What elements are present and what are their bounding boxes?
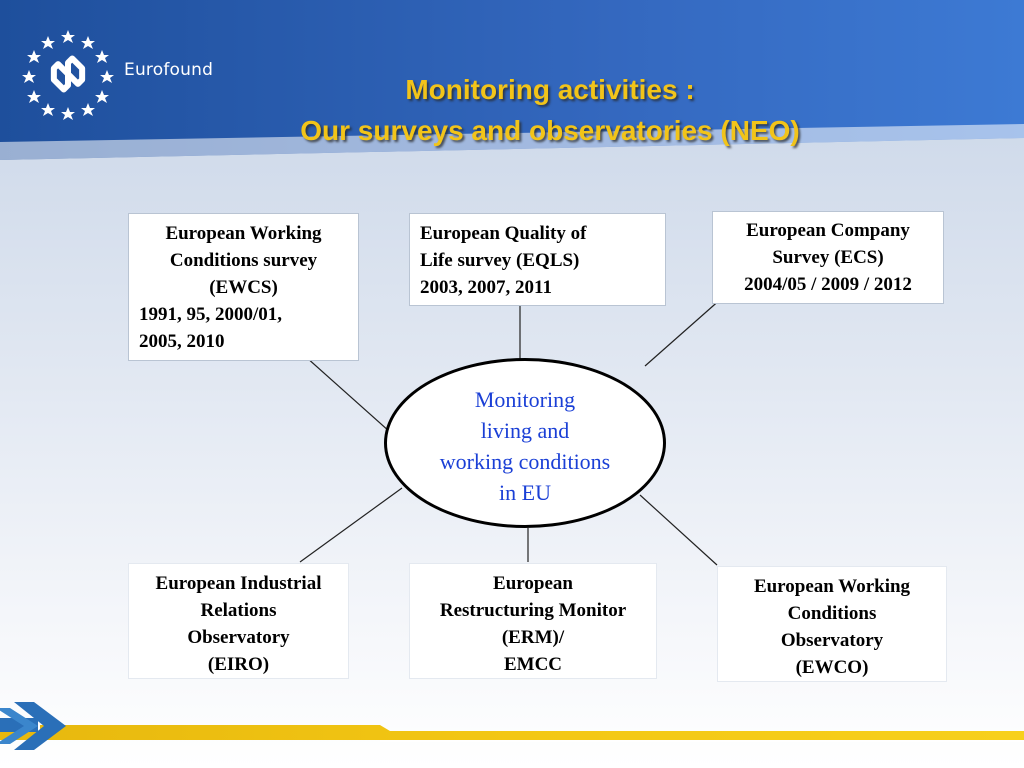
ewcs-years-line: 1991, 95, 2000/01, — [139, 304, 283, 325]
eiro-line: Observatory — [187, 627, 290, 648]
ecs-line: 2004/05 / 2009 / 2012 — [744, 274, 912, 295]
box-ewcs — [128, 213, 359, 361]
erm-line: European — [493, 573, 573, 594]
ewcs-years-line: 2005, 2010 — [139, 331, 225, 352]
erm-line: (ERM)/ — [501, 627, 565, 648]
erm-line: EMCC — [503, 654, 563, 675]
ewco-line: European Working — [753, 576, 911, 597]
box-erm — [409, 563, 657, 679]
center-label-line: Monitoring — [474, 387, 576, 412]
ecs-line: Survey (ECS) — [772, 247, 884, 268]
footer-band — [0, 700, 1024, 768]
eiro-line: Relations — [200, 600, 277, 621]
arrow-right-icon — [0, 702, 66, 750]
connector-ecs — [645, 298, 722, 366]
eiro-line: European Industrial — [155, 573, 322, 594]
ewco-line: (EWCO) — [795, 657, 869, 678]
center-label-line: in EU — [499, 480, 551, 505]
eqls-line: Life survey (EQLS) — [420, 250, 580, 271]
center-label — [384, 384, 666, 508]
ewco-line: Conditions — [787, 603, 877, 624]
box-eiro — [128, 563, 349, 679]
center-label-line: living and — [480, 418, 570, 443]
box-ecs — [712, 211, 944, 304]
eqls-line: European Quality of — [420, 223, 587, 244]
ecs-line: European Company — [746, 220, 910, 241]
ewco-line: Observatory — [780, 630, 884, 651]
center-label-line: working conditions — [439, 449, 611, 474]
ewcs-title-line: (EWCS) — [209, 277, 278, 298]
page-title-line-2: Our surveys and observatories (NEO) — [300, 115, 800, 146]
ewcs-title-line: Conditions survey — [169, 250, 318, 271]
eqls-line: 2003, 2007, 2011 — [420, 277, 552, 298]
erm-line: Restructuring Monitor — [439, 600, 627, 621]
box-ewco — [717, 566, 947, 682]
page-title-line-1: Monitoring activities : — [405, 74, 695, 105]
box-eqls — [409, 213, 666, 306]
ewcs-title-line: European Working — [165, 223, 322, 244]
brand-name: Eurofound — [124, 60, 214, 80]
eiro-line: (EIRO) — [207, 654, 270, 675]
